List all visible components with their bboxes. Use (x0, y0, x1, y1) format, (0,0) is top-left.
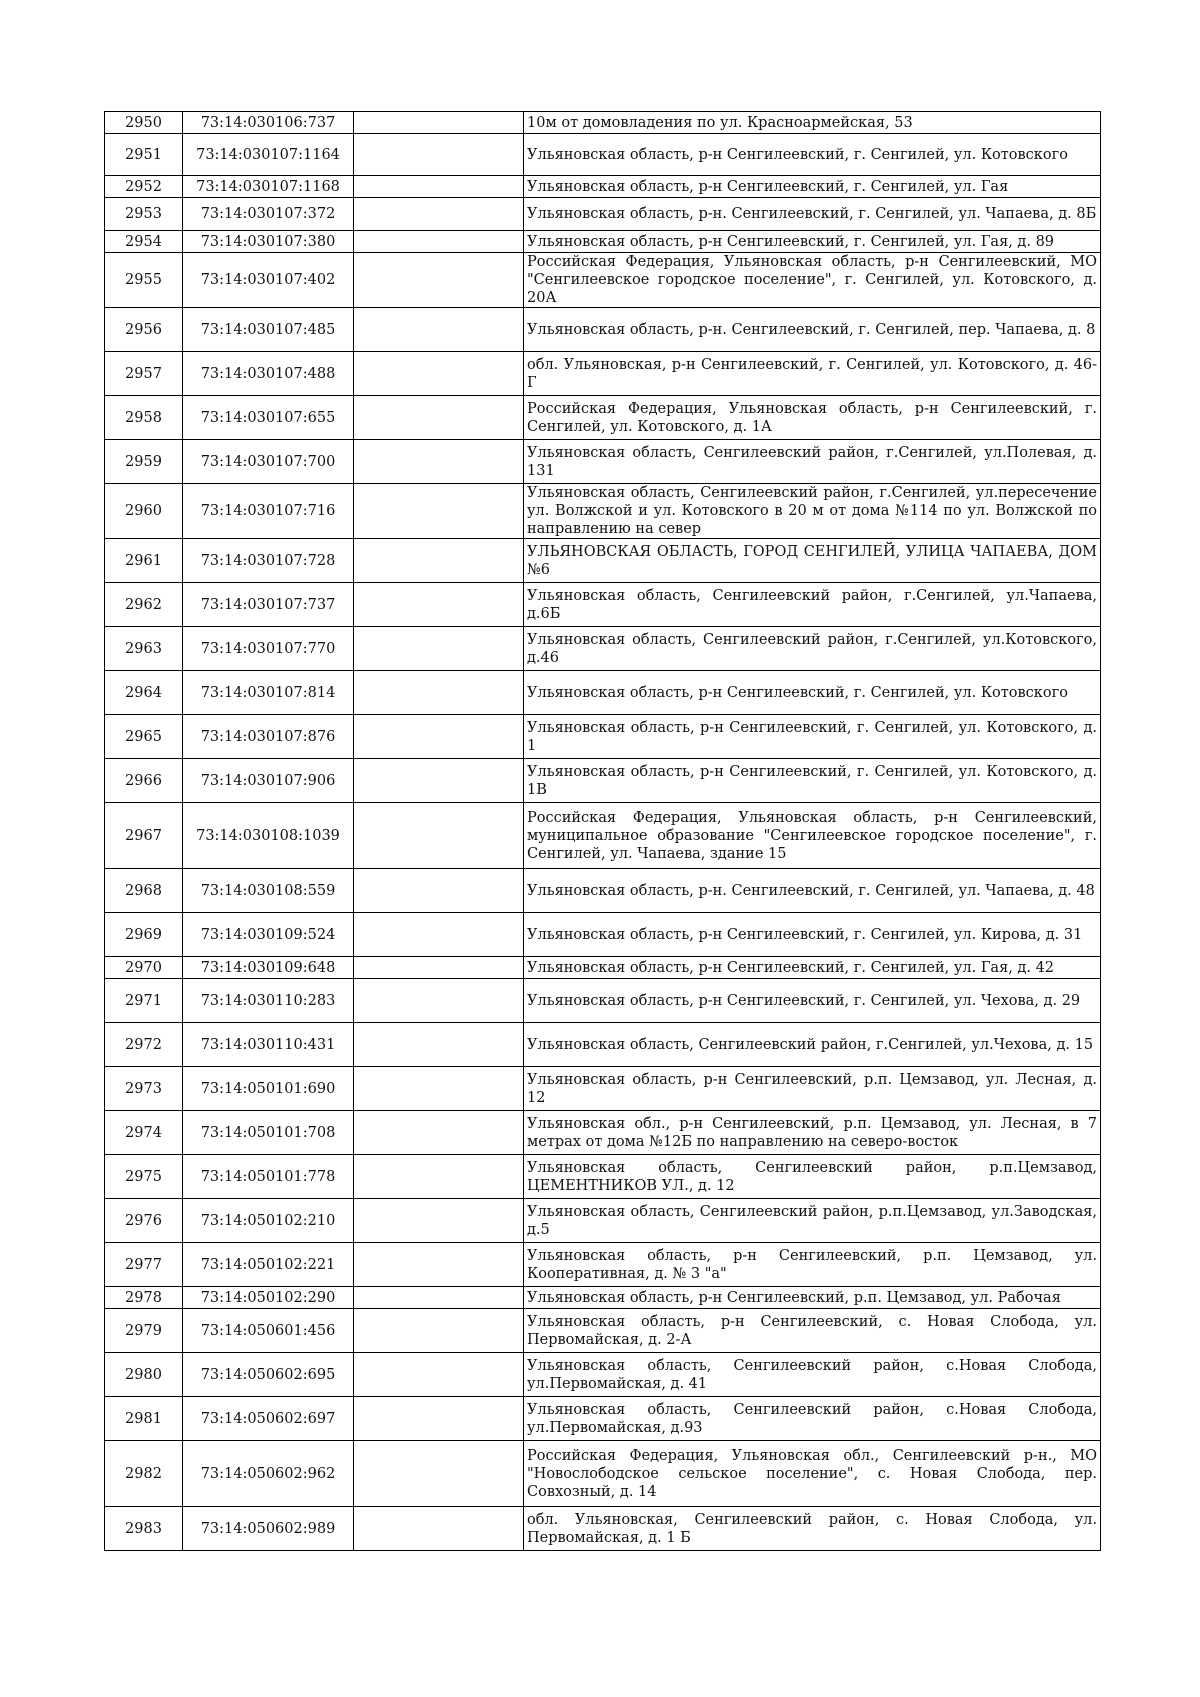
empty-cell (354, 715, 524, 759)
table-row (105, 112, 1101, 134)
table-row (105, 1199, 1101, 1243)
table-row (105, 1111, 1101, 1155)
row-number-cell: 2975 (105, 1155, 183, 1199)
row-number-cell: 2955 (105, 253, 183, 308)
empty-cell (354, 1441, 524, 1507)
land-plot-registry-table (104, 111, 1101, 1551)
table-row (105, 1309, 1101, 1353)
table-row (105, 440, 1101, 484)
cadastral-number-cell: 73:14:030106:737 (183, 112, 354, 134)
cadastral-number-cell: 73:14:030107:372 (183, 198, 354, 231)
row-number-cell: 2958 (105, 396, 183, 440)
cadastral-number-cell: 73:14:030107:906 (183, 759, 354, 803)
row-number-cell: 2959 (105, 440, 183, 484)
row-number-cell: 2964 (105, 671, 183, 715)
cadastral-number-cell: 73:14:030107:488 (183, 352, 354, 396)
address-cell: Ульяновская область, р-н Сенгилеевский, с. Новая Слобода, ул. Первомайская, д. 2-А (524, 1309, 1101, 1353)
table-row (105, 627, 1101, 671)
table-row (105, 176, 1101, 198)
empty-cell (354, 1199, 524, 1243)
address-cell: УЛЬЯНОВСКАЯ ОБЛАСТЬ, ГОРОД СЕНГИЛЕЙ, УЛИЦА ЧАПАЕВА, ДОМ №6 (524, 539, 1101, 583)
empty-cell (354, 1353, 524, 1397)
address-cell: Ульяновская область, р-н. Сенгилеевский, г. Сенгилей, ул. Чапаева, д. 8Б (524, 198, 1101, 231)
empty-cell (354, 253, 524, 308)
cadastral-number-cell: 73:14:030107:728 (183, 539, 354, 583)
table-row (105, 1507, 1101, 1551)
cadastral-number-cell: 73:14:050601:456 (183, 1309, 354, 1353)
cadastral-number-cell: 73:14:050101:708 (183, 1111, 354, 1155)
address-cell: Ульяновская область, Сенгилеевский район, г.Сенгилей, ул.Котовского, д.46 (524, 627, 1101, 671)
table-row (105, 759, 1101, 803)
row-number-cell: 2963 (105, 627, 183, 671)
row-number-cell: 2972 (105, 1023, 183, 1067)
row-number-cell: 2976 (105, 1199, 183, 1243)
empty-cell (354, 869, 524, 913)
table-row (105, 1155, 1101, 1199)
address-cell: Российская Федерация, Ульяновская область, р-н Сенгилеевский, муниципальное образование "Сенгилеевское городское поселение", г. Сенгилей, ул. Чапаева, здание 15 (524, 803, 1101, 869)
empty-cell (354, 1155, 524, 1199)
empty-cell (354, 539, 524, 583)
address-cell: Ульяновская область, р-н Сенгилеевский, р.п. Цемзавод, ул. Рабочая (524, 1287, 1101, 1309)
row-number-cell: 2981 (105, 1397, 183, 1441)
table-row (105, 1067, 1101, 1111)
cadastral-number-cell: 73:14:030107:1164 (183, 134, 354, 176)
row-number-cell: 2973 (105, 1067, 183, 1111)
empty-cell (354, 484, 524, 539)
address-cell: Ульяновская область, Сенгилеевский район, г.Сенгилей, ул.Чехова, д. 15 (524, 1023, 1101, 1067)
table-row (105, 308, 1101, 352)
row-number-cell: 2961 (105, 539, 183, 583)
empty-cell (354, 627, 524, 671)
cadastral-number-cell: 73:14:050602:695 (183, 1353, 354, 1397)
address-cell: Российская Федерация, Ульяновская область, р-н Сенгилеевский, МО "Сенгилеевское городское поселение", г. Сенгилей, ул. Котовского, д. 20А (524, 253, 1101, 308)
table-row (105, 671, 1101, 715)
address-cell: Ульяновская область, р-н. Сенгилеевский, г. Сенгилей, пер. Чапаева, д. 8 (524, 308, 1101, 352)
address-cell: Ульяновская область, Сенгилеевский район, с.Новая Слобода, ул.Первомайская, д. 41 (524, 1353, 1101, 1397)
cadastral-number-cell: 73:14:030107:1168 (183, 176, 354, 198)
address-cell: Ульяновская область, р-н Сенгилеевский, г. Сенгилей, ул. Котовского (524, 134, 1101, 176)
row-number-cell: 2953 (105, 198, 183, 231)
table-row (105, 352, 1101, 396)
address-cell: Ульяновская область, р-н. Сенгилеевский, г. Сенгилей, ул. Чапаева, д. 48 (524, 869, 1101, 913)
row-number-cell: 2967 (105, 803, 183, 869)
cadastral-number-cell: 73:14:030107:737 (183, 583, 354, 627)
row-number-cell: 2950 (105, 112, 183, 134)
table-row (105, 1441, 1101, 1507)
empty-cell (354, 1287, 524, 1309)
row-number-cell: 2965 (105, 715, 183, 759)
cadastral-number-cell: 73:14:030107:402 (183, 253, 354, 308)
cadastral-number-cell: 73:14:030107:814 (183, 671, 354, 715)
address-cell: Ульяновская область, Сенгилеевский район, р.п.Цемзавод, ЦЕМЕНТНИКОВ УЛ., д. 12 (524, 1155, 1101, 1199)
cadastral-number-cell: 73:14:030107:700 (183, 440, 354, 484)
empty-cell (354, 231, 524, 253)
address-cell: Российская Федерация, Ульяновская область, р-н Сенгилеевский, г. Сенгилей, ул. Котовского, д. 1А (524, 396, 1101, 440)
address-cell: обл. Ульяновская, Сенгилеевский район, с. Новая Слобода, ул. Первомайская, д. 1 Б (524, 1507, 1101, 1551)
cadastral-number-cell: 73:14:030107:716 (183, 484, 354, 539)
empty-cell (354, 198, 524, 231)
cadastral-number-cell: 73:14:030108:1039 (183, 803, 354, 869)
row-number-cell: 2978 (105, 1287, 183, 1309)
address-cell: Ульяновская область, р-н Сенгилеевский, г. Сенгилей, ул. Котовского, д. 1В (524, 759, 1101, 803)
cadastral-number-cell: 73:14:050602:697 (183, 1397, 354, 1441)
row-number-cell: 2971 (105, 979, 183, 1023)
empty-cell (354, 176, 524, 198)
row-number-cell: 2966 (105, 759, 183, 803)
cadastral-number-cell: 73:14:030107:380 (183, 231, 354, 253)
address-cell: обл. Ульяновская, р-н Сенгилеевский, г. Сенгилей, ул. Котовского, д. 46-Г (524, 352, 1101, 396)
cadastral-number-cell: 73:14:050101:690 (183, 1067, 354, 1111)
row-number-cell: 2960 (105, 484, 183, 539)
table-row (105, 1023, 1101, 1067)
cadastral-number-cell: 73:14:030107:485 (183, 308, 354, 352)
empty-cell (354, 112, 524, 134)
empty-cell (354, 671, 524, 715)
empty-cell (354, 759, 524, 803)
empty-cell (354, 1309, 524, 1353)
table-row (105, 198, 1101, 231)
table-row (105, 913, 1101, 957)
address-cell: Ульяновская область, р-н Сенгилеевский, г. Сенгилей, ул. Гая (524, 176, 1101, 198)
address-cell: Ульяновская область, р-н Сенгилеевский, р.п. Цемзавод, ул. Лесная, д. 12 (524, 1067, 1101, 1111)
address-cell: Ульяновская область, Сенгилеевский район, г.Сенгилей, ул.Полевая, д. 131 (524, 440, 1101, 484)
cadastral-number-cell: 73:14:050102:210 (183, 1199, 354, 1243)
table-row (105, 484, 1101, 539)
empty-cell (354, 1111, 524, 1155)
row-number-cell: 2957 (105, 352, 183, 396)
empty-cell (354, 913, 524, 957)
row-number-cell: 2954 (105, 231, 183, 253)
row-number-cell: 2977 (105, 1243, 183, 1287)
empty-cell (354, 1243, 524, 1287)
table-row (105, 803, 1101, 869)
table-row (105, 1353, 1101, 1397)
cadastral-number-cell: 73:14:030108:559 (183, 869, 354, 913)
table-row (105, 539, 1101, 583)
address-cell: Ульяновская область, р-н Сенгилеевский, г. Сенгилей, ул. Кирова, д. 31 (524, 913, 1101, 957)
address-cell: Ульяновская область, р-н Сенгилеевский, р.п. Цемзавод, ул. Кооперативная, д. № 3 "а" (524, 1243, 1101, 1287)
row-number-cell: 2979 (105, 1309, 183, 1353)
empty-cell (354, 352, 524, 396)
row-number-cell: 2969 (105, 913, 183, 957)
empty-cell (354, 583, 524, 627)
row-number-cell: 2974 (105, 1111, 183, 1155)
cadastral-number-cell: 73:14:030109:524 (183, 913, 354, 957)
empty-cell (354, 803, 524, 869)
table-row (105, 231, 1101, 253)
address-cell: Ульяновская область, Сенгилеевский район, р.п.Цемзавод, ул.Заводская, д.5 (524, 1199, 1101, 1243)
row-number-cell: 2956 (105, 308, 183, 352)
table-row (105, 957, 1101, 979)
address-cell: Ульяновская область, р-н Сенгилеевский, г. Сенгилей, ул. Котовского (524, 671, 1101, 715)
table-row (105, 715, 1101, 759)
cadastral-number-cell: 73:14:050101:778 (183, 1155, 354, 1199)
empty-cell (354, 1507, 524, 1551)
row-number-cell: 2951 (105, 134, 183, 176)
table-row (105, 396, 1101, 440)
empty-cell (354, 957, 524, 979)
cadastral-number-cell: 73:14:030110:431 (183, 1023, 354, 1067)
cadastral-number-cell: 73:14:050602:989 (183, 1507, 354, 1551)
table-row (105, 869, 1101, 913)
row-number-cell: 2952 (105, 176, 183, 198)
empty-cell (354, 1023, 524, 1067)
address-cell: Ульяновская область, р-н Сенгилеевский, г. Сенгилей, ул. Чехова, д. 29 (524, 979, 1101, 1023)
address-cell: Ульяновская область, Сенгилеевский район, г.Сенгилей, ул.Чапаева, д.6Б (524, 583, 1101, 627)
table-row (105, 134, 1101, 176)
empty-cell (354, 396, 524, 440)
cadastral-number-cell: 73:14:050102:290 (183, 1287, 354, 1309)
address-cell: Ульяновская область, Сенгилеевский район, г.Сенгилей, ул.пересечение ул. Волжской и ул. Котовского в 20 м от дома №114 по ул. Волжской по направлению на север (524, 484, 1101, 539)
row-number-cell: 2980 (105, 1353, 183, 1397)
row-number-cell: 2982 (105, 1441, 183, 1507)
cadastral-number-cell: 73:14:030109:648 (183, 957, 354, 979)
cadastral-number-cell: 73:14:050102:221 (183, 1243, 354, 1287)
row-number-cell: 2968 (105, 869, 183, 913)
address-cell: Ульяновская область, р-н Сенгилеевский, г. Сенгилей, ул. Гая, д. 89 (524, 231, 1101, 253)
address-cell: Ульяновская область, р-н Сенгилеевский, г. Сенгилей, ул. Гая, д. 42 (524, 957, 1101, 979)
table-row (105, 583, 1101, 627)
table-row (105, 1287, 1101, 1309)
address-cell: Российская Федерация, Ульяновская обл., Сенгилеевский р-н., МО "Новослободское сельское поселение", с. Новая Слобода, пер. Совхозный, д. 14 (524, 1441, 1101, 1507)
empty-cell (354, 1067, 524, 1111)
cadastral-number-cell: 73:14:030107:770 (183, 627, 354, 671)
empty-cell (354, 440, 524, 484)
table-row (105, 979, 1101, 1023)
cadastral-number-cell: 73:14:030107:876 (183, 715, 354, 759)
address-cell: Ульяновская область, р-н Сенгилеевский, г. Сенгилей, ул. Котовского, д. 1 (524, 715, 1101, 759)
cadastral-number-cell: 73:14:030110:283 (183, 979, 354, 1023)
row-number-cell: 2970 (105, 957, 183, 979)
address-cell: Ульяновская обл., р-н Сенгилеевский, р.п. Цемзавод, ул. Лесная, в 7 метрах от дома №12Б по направлению на северо-восток (524, 1111, 1101, 1155)
table-body (105, 112, 1101, 1551)
empty-cell (354, 134, 524, 176)
cadastral-number-cell: 73:14:050602:962 (183, 1441, 354, 1507)
address-cell: Ульяновская область, Сенгилеевский район, с.Новая Слобода, ул.Первомайская, д.93 (524, 1397, 1101, 1441)
empty-cell (354, 308, 524, 352)
table-row (105, 1243, 1101, 1287)
cadastral-number-cell: 73:14:030107:655 (183, 396, 354, 440)
row-number-cell: 2983 (105, 1507, 183, 1551)
row-number-cell: 2962 (105, 583, 183, 627)
table-row (105, 253, 1101, 308)
table-row (105, 1397, 1101, 1441)
address-cell: 10м от домовладения по ул. Красноармейская, 53 (524, 112, 1101, 134)
empty-cell (354, 1397, 524, 1441)
empty-cell (354, 979, 524, 1023)
